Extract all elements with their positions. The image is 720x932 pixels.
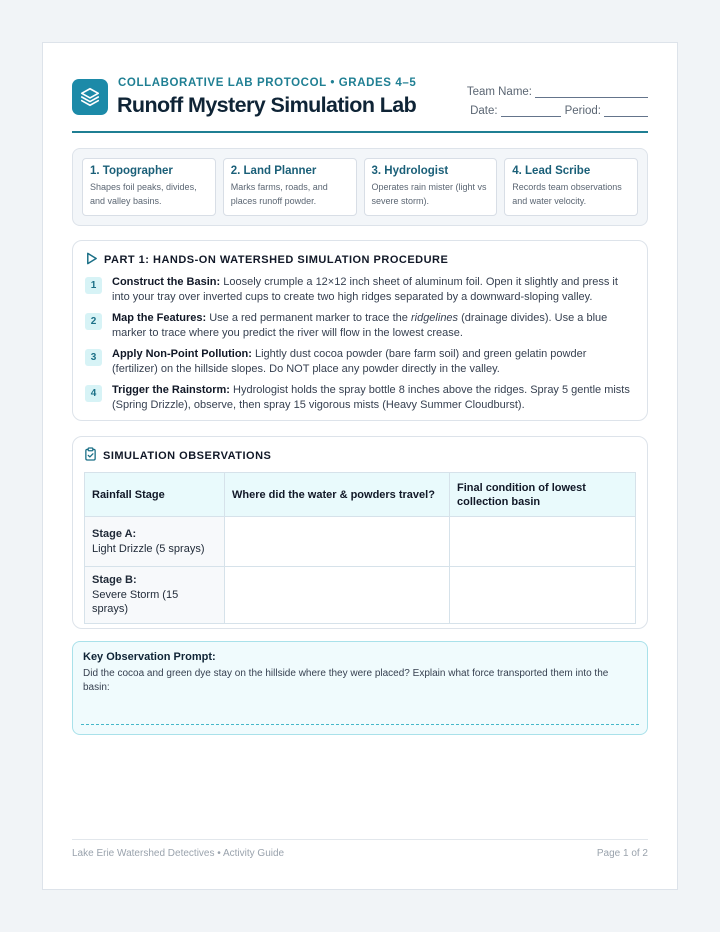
period-field[interactable] bbox=[604, 106, 648, 117]
footer-source: Lake Erie Watershed Detectives • Activity Guide bbox=[72, 848, 285, 859]
stage-label: Stage B: bbox=[92, 574, 137, 587]
header-divider bbox=[72, 131, 648, 133]
step-text: (drainage divides). Use a blue marker to trace where you predict the river will flow in the lowest crease. bbox=[112, 312, 608, 339]
procedure-step bbox=[85, 311, 631, 340]
role-description: Records team observations and water velocity. bbox=[512, 182, 622, 206]
step-number: 4 bbox=[85, 385, 102, 402]
role-title: 4. Lead Scribe bbox=[512, 165, 591, 177]
observations-heading: SIMULATION OBSERVATIONS bbox=[103, 449, 272, 462]
step-text: Lightly dust cocoa powder (bare farm soil) and green gelatin powder (fertilizer) on the hillside slopes. Do NOT place any powder directly in the valley. bbox=[112, 348, 587, 375]
procedure-step bbox=[85, 347, 631, 376]
team-name-label: Team Name: bbox=[466, 86, 532, 98]
procedure-step bbox=[85, 383, 631, 412]
step-label: Trigger the Rainstorm: bbox=[112, 384, 230, 396]
page-title: Runoff Mystery Simulation Lab bbox=[117, 93, 417, 117]
protocol-kicker: COLLABORATIVE LAB PROTOCOL • GRADES 4–5 bbox=[118, 77, 417, 89]
basin-answer-cell[interactable] bbox=[450, 517, 636, 567]
layers-icon bbox=[72, 79, 108, 115]
team-name-field[interactable] bbox=[535, 87, 648, 98]
step-label: Apply Non-Point Pollution: bbox=[112, 348, 252, 360]
table-row bbox=[85, 517, 636, 567]
play-icon bbox=[85, 252, 98, 268]
column-header: Where did the water & powders travel? bbox=[225, 473, 450, 517]
step-emphasis: ridgelines bbox=[410, 312, 459, 324]
role-title: 3. Hydrologist bbox=[371, 165, 449, 177]
procedure-section bbox=[72, 240, 648, 421]
team-info bbox=[458, 80, 648, 117]
procedure-step bbox=[85, 275, 631, 304]
column-header: Final condition of lowest collection basin bbox=[450, 473, 636, 517]
observation-prompt bbox=[72, 641, 648, 735]
step-label: Map the Features: bbox=[112, 312, 207, 324]
observations-table bbox=[84, 472, 636, 624]
travel-answer-cell[interactable] bbox=[225, 567, 450, 624]
stage-detail: Light Drizzle (5 sprays) bbox=[92, 542, 205, 555]
date-field[interactable] bbox=[501, 106, 561, 117]
role-card-lead-scribe bbox=[504, 158, 638, 216]
step-number: 2 bbox=[85, 313, 102, 330]
step-number: 1 bbox=[85, 277, 102, 294]
role-description: Operates rain mister (light vs severe storm). bbox=[371, 182, 487, 206]
step-text: Use a red permanent marker to trace the bbox=[206, 312, 411, 324]
date-label: Date: bbox=[470, 105, 498, 117]
step-text: Loosely crumple a 12×12 inch sheet of aluminum foil. Open it slightly and press it into your tray over inverted cups to create two high ridges separated by a downward-sloping valley. bbox=[112, 276, 618, 303]
page-number: Page 1 of 2 bbox=[596, 848, 648, 859]
column-header: Rainfall Stage bbox=[85, 473, 225, 517]
period-label: Period: bbox=[564, 105, 601, 117]
table-row bbox=[85, 567, 636, 624]
role-card-topographer bbox=[82, 158, 216, 216]
role-card-land-planner bbox=[223, 158, 357, 216]
prompt-text: Did the cocoa and green dye stay on the hillside where they were placed? Explain what force transported them into the basin: bbox=[83, 668, 609, 693]
roles-panel bbox=[72, 148, 648, 226]
role-description: Marks farms, roads, and places runoff powder. bbox=[230, 182, 328, 206]
role-description: Shapes foil peaks, divides, and valley basins. bbox=[90, 182, 197, 206]
stage-cell bbox=[85, 567, 225, 624]
stage-label: Stage A: bbox=[92, 528, 137, 540]
observations-section bbox=[72, 436, 648, 629]
stage-detail: Severe Storm (15 sprays) bbox=[92, 588, 179, 616]
clipboard-check-icon bbox=[84, 447, 97, 464]
role-title: 2. Land Planner bbox=[230, 165, 317, 177]
basin-answer-cell[interactable] bbox=[450, 567, 636, 624]
worksheet-page bbox=[42, 42, 678, 890]
step-label: Construct the Basin: bbox=[112, 276, 221, 288]
procedure-heading: PART 1: HANDS-ON WATERSHED SIMULATION PROCEDURE bbox=[104, 254, 449, 266]
prompt-title: Key Observation Prompt: bbox=[83, 651, 216, 663]
step-number: 3 bbox=[85, 349, 102, 366]
step-text: Hydrologist holds the spray bottle 8 inches above the ridges. Spray 5 gentle mists (Spring Drizzle), observe, then spray 15 vigorous mists (Heavy Summer Cloudburst). bbox=[112, 384, 630, 411]
footer-divider bbox=[72, 839, 648, 840]
answer-line[interactable] bbox=[81, 724, 639, 725]
stage-cell bbox=[85, 517, 225, 567]
role-title: 1. Topographer bbox=[90, 165, 173, 177]
travel-answer-cell[interactable] bbox=[225, 517, 450, 567]
role-card-hydrologist bbox=[364, 158, 498, 216]
